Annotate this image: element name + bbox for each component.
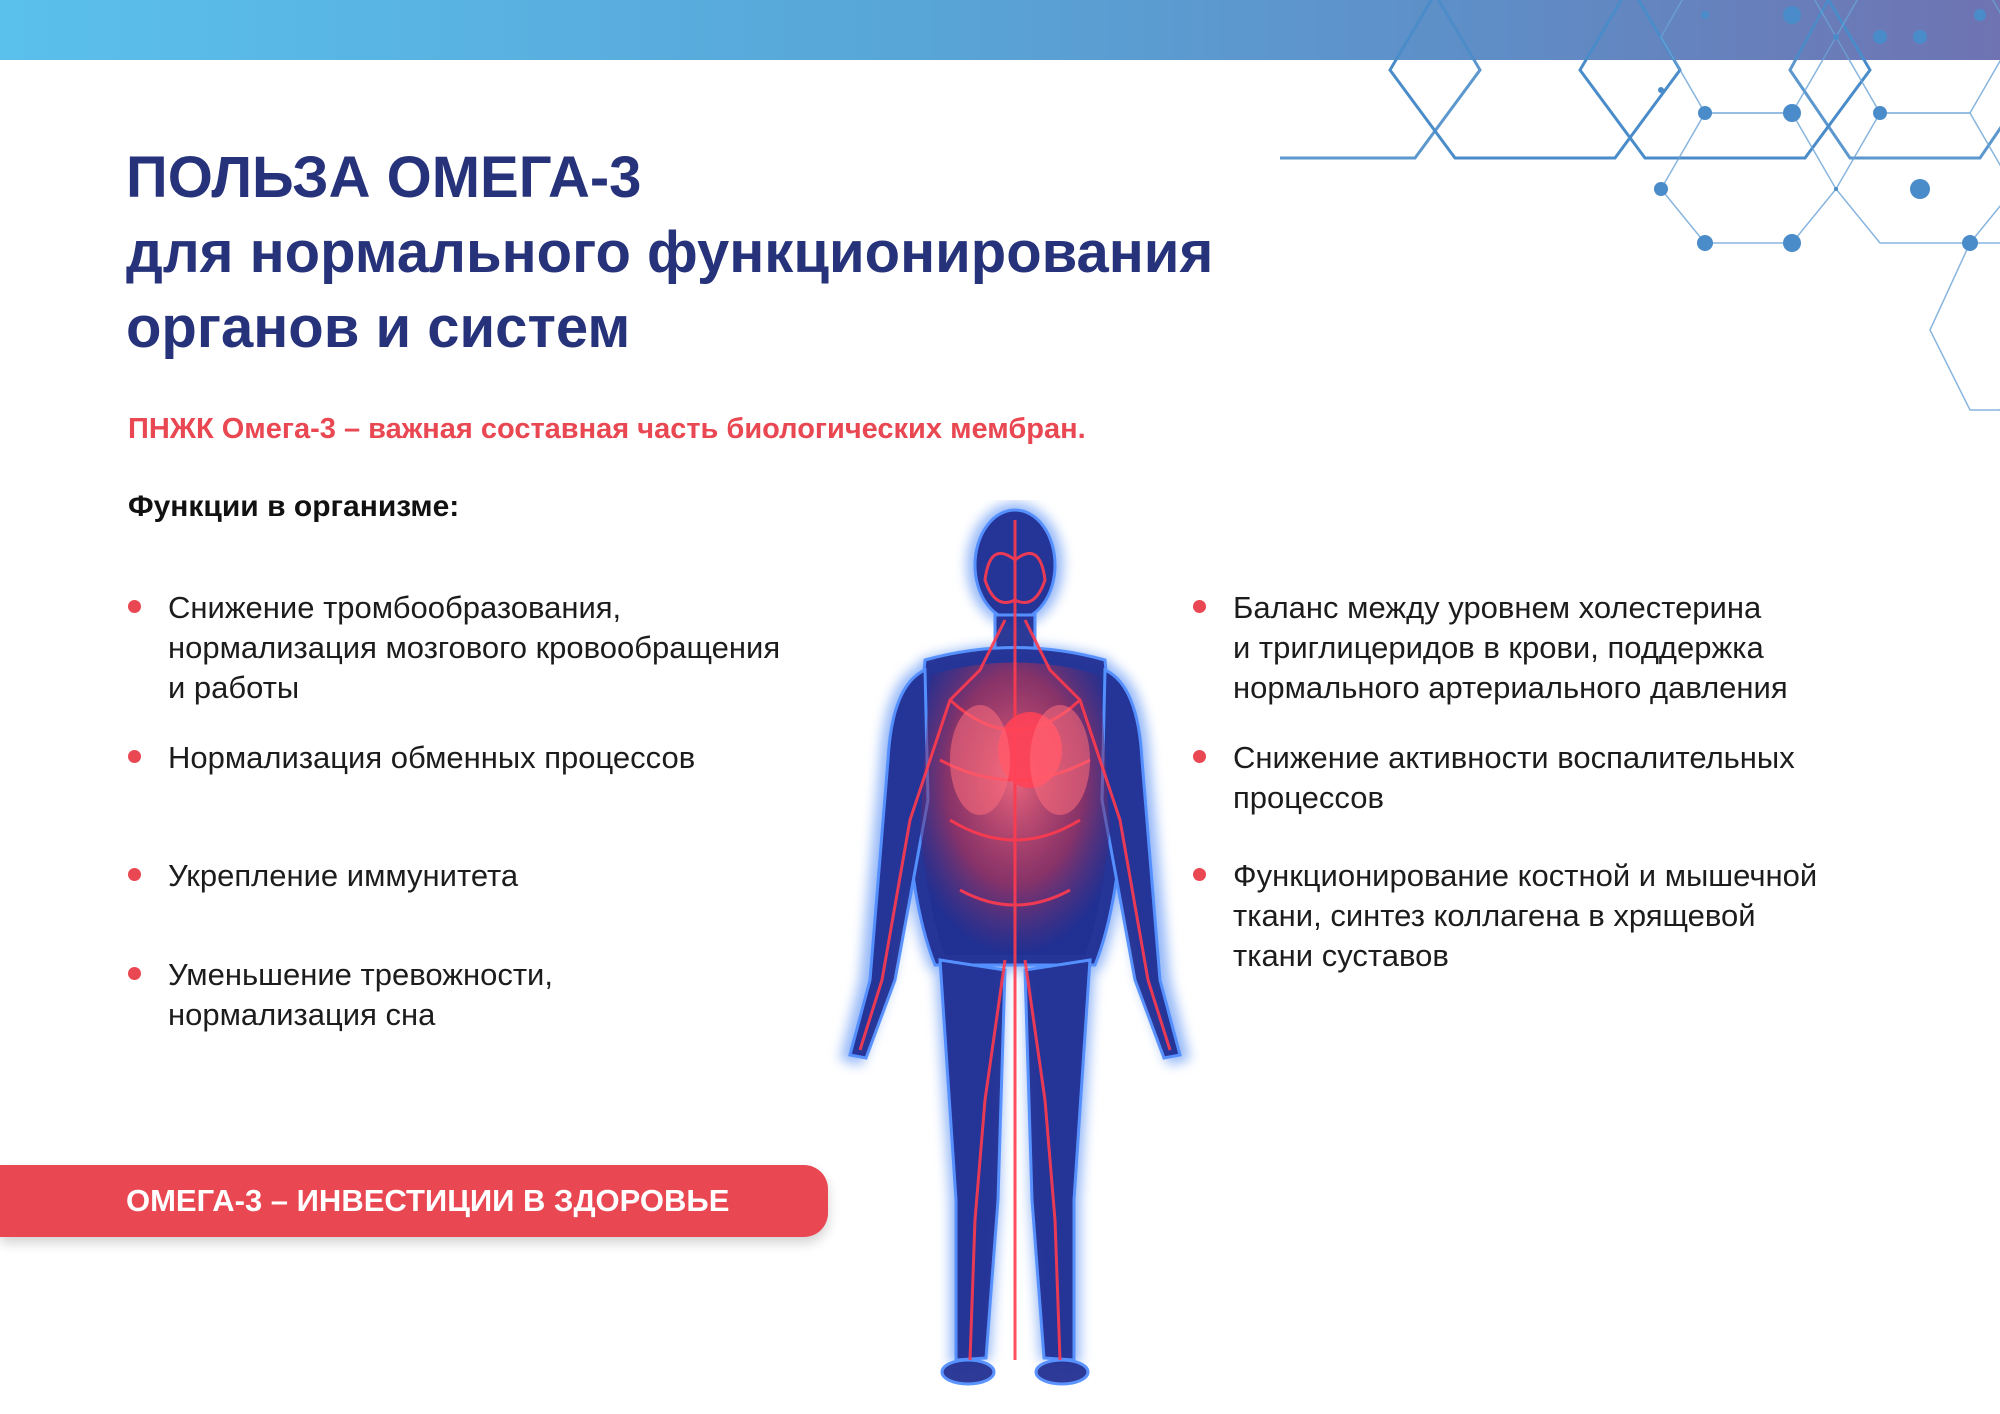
- benefit-line: Снижение активности воспалительных: [1233, 740, 1795, 775]
- red-dot-icon: [128, 600, 141, 613]
- footer-banner-text: ОМЕГА-3 – ИНВЕСТИЦИИ В ЗДОРОВЬЕ: [126, 1183, 730, 1218]
- hexagon-molecule-icon: [1280, 0, 2000, 430]
- benefit-item: [128, 955, 553, 1035]
- benefit-item: [1193, 856, 1817, 976]
- title-line-2: для нормального функционирования: [126, 220, 1214, 285]
- benefit-line: процессов: [1233, 780, 1384, 815]
- red-dot-icon: [128, 967, 141, 980]
- benefit-line: Нормализация обменных процессов: [168, 740, 696, 775]
- title-line-3: органов и систем: [126, 295, 631, 360]
- benefit-item: [128, 588, 780, 708]
- footer-banner: [0, 1165, 828, 1237]
- benefit-line: Уменьшение тревожности,: [168, 957, 553, 992]
- benefit-item: [128, 856, 518, 896]
- benefit-line: нормализация сна: [168, 997, 436, 1032]
- benefit-line: ткани суставов: [1233, 938, 1449, 973]
- page-title: [126, 140, 1213, 365]
- benefit-line: ткани, синтез коллагена в хрящевой: [1233, 898, 1756, 933]
- benefit-line: нормального артериального давления: [1233, 670, 1788, 705]
- subtitle: ПНЖК Омега-3 – важная составная часть биологических мембран.: [128, 413, 1086, 445]
- red-dot-icon: [128, 750, 141, 763]
- benefit-item: [128, 738, 695, 778]
- benefit-line: и работы: [168, 670, 300, 705]
- benefit-line: Баланс между уровнем холестерина: [1233, 590, 1762, 625]
- benefit-item: [1193, 588, 1788, 708]
- benefit-line: Функционирование костной и мышечной: [1233, 858, 1818, 893]
- title-line-1: ПОЛЬЗА ОМЕГА-3: [126, 145, 642, 210]
- benefit-item: [1193, 738, 1795, 818]
- benefit-line: Укрепление иммунитета: [168, 858, 519, 893]
- functions-heading: Функции в организме:: [128, 490, 460, 523]
- red-dot-icon: [128, 868, 141, 881]
- benefit-line: и триглицеридов в крови, поддержка: [1233, 630, 1764, 665]
- human-body-circulatory-system-icon: [800, 500, 1230, 1400]
- benefit-line: Снижение тромбообразования,: [168, 590, 622, 625]
- benefit-line: нормализация мозгового кровообращения: [168, 630, 781, 665]
